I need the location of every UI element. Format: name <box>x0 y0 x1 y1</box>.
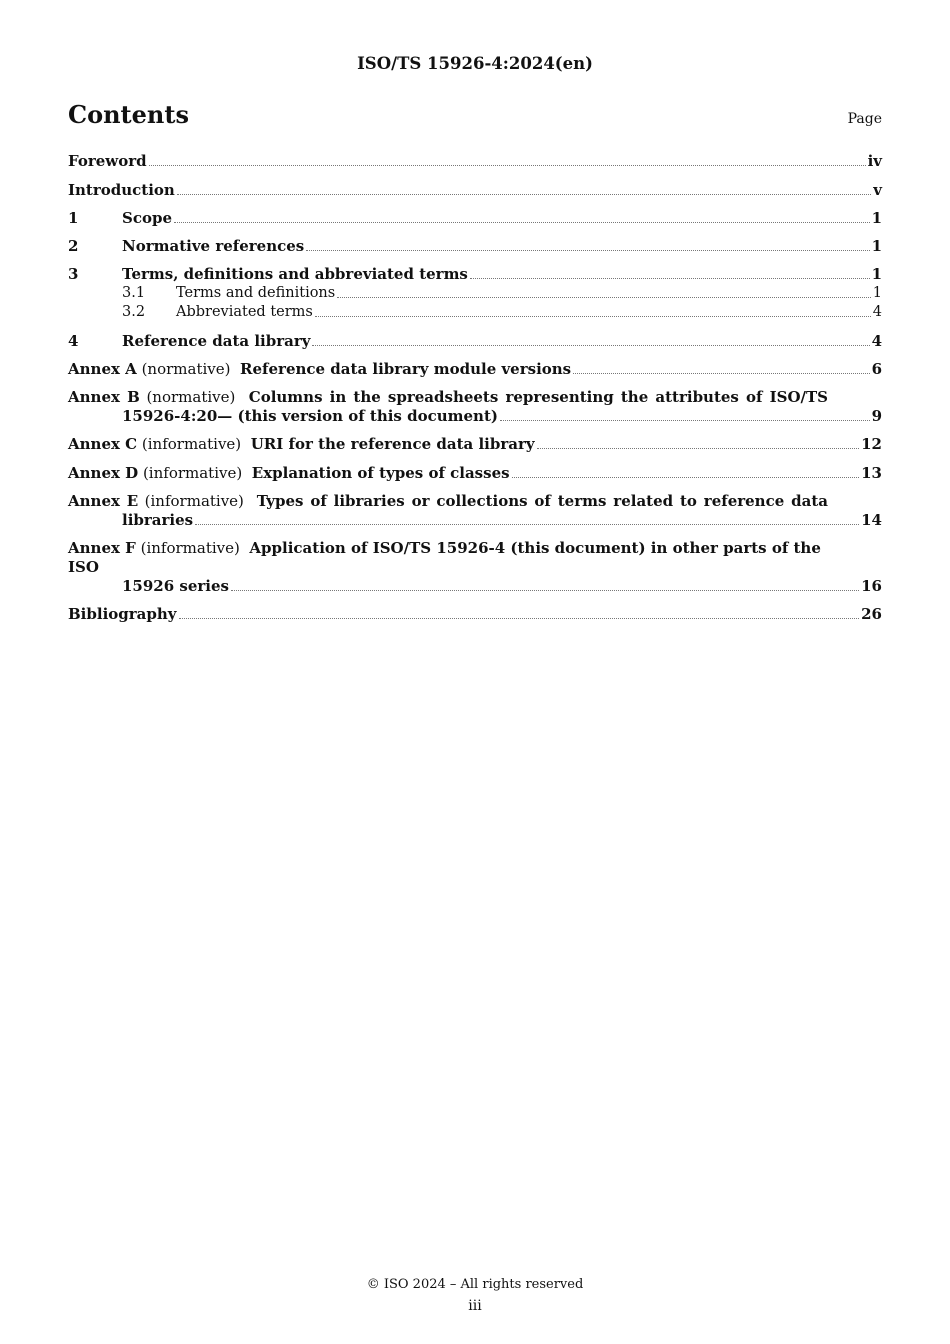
toc-entry-annex-c[interactable] <box>68 435 882 454</box>
toc-page: 9 <box>871 407 882 425</box>
page-number: iii <box>468 1298 482 1314</box>
leader-dots <box>470 278 870 279</box>
toc-label: Scope <box>122 209 173 227</box>
toc-entry-annex-a[interactable] <box>68 360 882 379</box>
annex-id: Annex B <box>68 388 140 406</box>
annex-id: Annex A <box>68 360 137 378</box>
toc-entry-clause-1[interactable] <box>68 209 882 228</box>
toc-page: 1 <box>871 237 882 255</box>
toc-entry-clause-3[interactable] <box>68 265 882 284</box>
leader-dots <box>500 420 870 421</box>
toc-entry-subclause-3-2[interactable] <box>68 303 882 322</box>
leader-dots <box>315 316 871 317</box>
toc-label: Normative references <box>122 237 305 255</box>
annex-title-line1: Application of ISO/TS 15926-4 (this document) in other parts of the ISO <box>68 539 821 576</box>
toc-label: Introduction <box>68 181 175 199</box>
annex-title: Explanation of types of classes <box>251 464 510 482</box>
toc-label: Abbreviated terms <box>176 304 313 320</box>
toc-label: Bibliography <box>68 605 177 623</box>
toc-page: 4 <box>872 304 882 320</box>
toc-page: 26 <box>861 605 882 623</box>
toc-page: 4 <box>871 332 882 350</box>
document-id-header: ISO/TS 15926-4:2024(en) <box>357 54 593 73</box>
leader-dots <box>231 590 859 591</box>
toc-page: 14 <box>861 511 882 529</box>
leader-dots <box>177 194 871 195</box>
toc-page: 6 <box>871 360 882 378</box>
annex-id: Annex F <box>68 539 136 557</box>
toc-entry-annex-e[interactable] <box>68 492 882 530</box>
clause-number: 2 <box>68 237 79 255</box>
contents-title: Contents <box>68 100 189 129</box>
subclause-number: 3.1 <box>122 285 146 301</box>
annex-kind: (informative) <box>141 435 242 453</box>
leader-dots <box>149 165 866 166</box>
toc-page: 1 <box>871 209 882 227</box>
copyright-footer: © ISO 2024 – All rights reserved <box>366 1277 584 1292</box>
toc-page: 1 <box>872 285 882 301</box>
annex-kind: (normative) <box>141 360 231 378</box>
toc-page: v <box>873 181 882 199</box>
toc-page: 12 <box>861 435 882 453</box>
toc-page: 13 <box>861 464 882 482</box>
toc-entry-annex-d[interactable] <box>68 464 882 483</box>
toc-entry-subclause-3-1[interactable] <box>68 284 882 303</box>
annex-kind: (informative) <box>144 492 244 510</box>
annex-title-line1: Columns in the spreadsheets representing the attributes of ISO/TS <box>248 388 828 406</box>
toc-label: Reference data library <box>122 332 311 350</box>
leader-dots <box>179 618 860 619</box>
annex-title-line2: libraries <box>122 511 194 529</box>
annex-title-line2: 15926-4:20— (this version of this document) <box>122 407 498 425</box>
toc-page: 16 <box>861 577 882 595</box>
annex-title: URI for the reference data library <box>250 435 535 453</box>
clause-number: 3 <box>68 265 79 283</box>
annex-id: Annex D <box>68 464 139 482</box>
annex-kind: (informative) <box>142 464 243 482</box>
table-of-contents <box>68 152 882 624</box>
toc-label: Terms, definitions and abbreviated terms <box>122 265 468 283</box>
toc-entry-foreword[interactable] <box>68 152 882 171</box>
leader-dots <box>537 448 860 449</box>
annex-id: Annex C <box>68 435 138 453</box>
toc-entry-clause-4[interactable] <box>68 332 882 351</box>
toc-label: Terms and definitions <box>176 285 336 301</box>
toc-entry-annex-f[interactable] <box>68 539 882 596</box>
clause-number: 4 <box>68 332 79 350</box>
leader-dots <box>306 250 869 251</box>
leader-dots <box>195 524 859 525</box>
annex-title-line1: Types of libraries or collections of terms related to reference data <box>256 492 828 510</box>
contents-title-row <box>68 100 882 129</box>
subclause-number: 3.2 <box>122 304 146 320</box>
toc-entry-clause-2[interactable] <box>68 237 882 256</box>
leader-dots <box>337 297 871 298</box>
leader-dots <box>312 345 869 346</box>
leader-dots <box>512 477 860 478</box>
toc-label: Foreword <box>68 152 147 170</box>
toc-page: 1 <box>871 265 882 283</box>
clause-number: 1 <box>68 209 79 227</box>
annex-title-line2: 15926 series <box>122 577 229 595</box>
leader-dots <box>174 222 870 223</box>
page-column-label: Page <box>847 111 882 127</box>
toc-page: iv <box>867 152 882 170</box>
leader-dots <box>573 373 869 374</box>
toc-entry-bibliography[interactable] <box>68 605 882 624</box>
toc-entry-introduction[interactable] <box>68 181 882 200</box>
annex-kind: (informative) <box>140 539 240 557</box>
annex-kind: (normative) <box>146 388 236 406</box>
toc-entry-annex-b[interactable] <box>68 388 882 426</box>
annex-id: Annex E <box>68 492 139 510</box>
annex-title: Reference data library module versions <box>240 360 572 378</box>
